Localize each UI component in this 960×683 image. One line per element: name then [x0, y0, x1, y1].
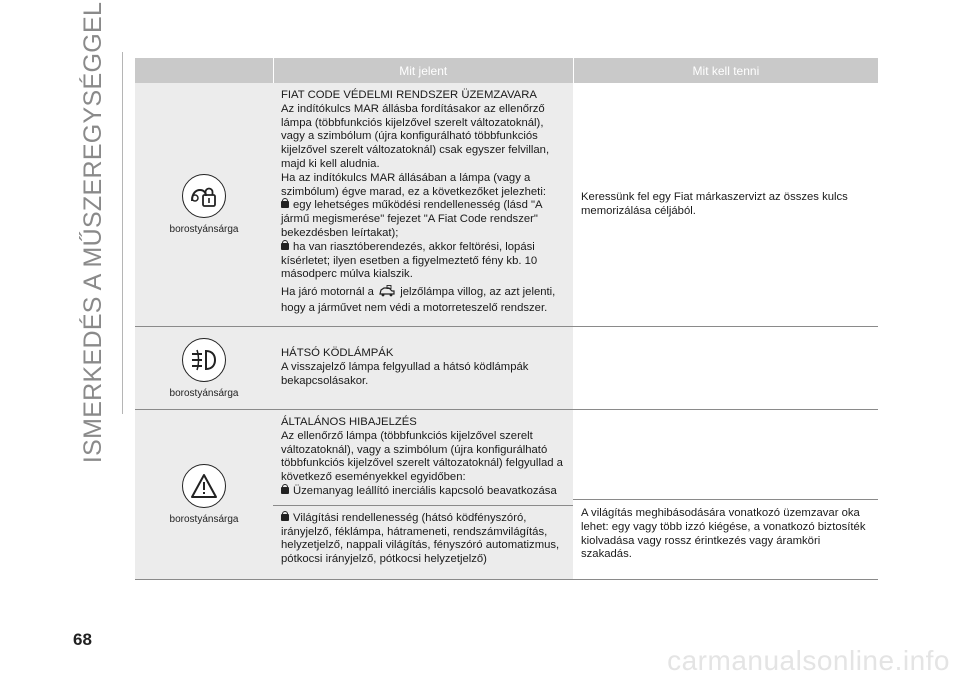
row-title: FIAT CODE VÉDELMI RENDSZER ÜZEMZAVARA — [281, 89, 537, 101]
bullet-text: Üzemanyag leállító inerciális kapcsoló beavatkozása — [293, 484, 557, 497]
watermark: carmanualsonline.info — [667, 645, 950, 676]
meaning-text: jelzőlámpa villog, az azt jelenti, hogy a járművet nem védi a motorreteszelő rendszer. — [281, 286, 556, 314]
bullet-text: Világítási rendellenesség (hátsó ködfényszóró, irányjelző, féklámpa, hátrameneti, rendszámvilágítás, helyzetjelző, nappali világítás, fényszóró automatizmus, pótkocsi irányjelző, pótkocsi helyzetjelző) — [281, 511, 560, 566]
meaning-paragraph: Ha az indítókulcs MAR állásában a lámpa (vagy a szimbólum) égve marad, ez a következőket jelezheti: — [281, 171, 546, 198]
row-title: ÁLTALÁNOS HIBAJELZÉS — [281, 416, 417, 428]
bullet-text: egy lehetséges működési rendellenesség (lásd "A jármű megismerése" fejezet "A Fiat Code rendszer" bekezdésben leírtakat); — [281, 199, 542, 239]
bullet-item — [281, 241, 568, 282]
side-divider — [122, 52, 123, 414]
table-header — [135, 58, 878, 83]
row-divider — [135, 579, 878, 580]
table-row-general-fault — [135, 410, 878, 579]
warning-lights-table — [135, 58, 878, 580]
meaning-cell — [273, 327, 573, 409]
action-text: A világítás meghibásodására vonatkozó üzemzavar oka lehet: egy vagy több izzó kiégése, a vonatkozó biztosíték kiolvadása vagy rossz érintkezés vagy áramköri szakadás. — [581, 507, 866, 561]
bullet-icon — [281, 487, 289, 494]
immobilizer-lock-icon — [182, 174, 226, 218]
meaning-paragraph: A visszajelző lámpa felgyullad a hátsó ködlámpák bekapcsolásakor. — [281, 361, 529, 387]
table-row-rear-fog — [135, 327, 878, 409]
header-meaning: Mit jelent — [399, 63, 448, 78]
table-row-fiat-code — [135, 83, 878, 326]
icon-cell — [135, 83, 273, 326]
action-cell — [573, 410, 878, 579]
bullet-icon — [281, 514, 289, 521]
meaning-paragraph: Az indítókulcs MAR állásba fordításakor az ellenőrző lámpa (többfunkciós kijelzővel szerelt változatoknál), vagy a szimbólum (újra konfigurálható többfunkciós kijelzővel szerelt változatoknál) csak egyszer felvillan, majd ki kell aludnia. — [281, 102, 550, 170]
bullet-item — [281, 485, 568, 499]
bullet-item — [281, 199, 568, 240]
bullet-icon — [281, 201, 289, 208]
color-label: borostyánsárga — [169, 387, 239, 399]
side-chapter-title — [69, 1, 119, 464]
meaning-text: Ha járó motornál a — [281, 286, 374, 299]
rear-fog-light-icon — [182, 338, 226, 382]
color-label: borostyánsárga — [169, 514, 239, 525]
meaning-cell — [273, 83, 573, 326]
header-action: Mit kell tenni — [692, 63, 760, 78]
bullet-item — [281, 512, 568, 567]
meaning-paragraph: Az ellenőrző lámpa (többfunkciós kijelzővel szerelt változatoknál), vagy a szimbólum (újra konfigurálható többfunkciós kijelzővel szerelt változatoknál) felgyullad a következő eseményekkel egyidőben: — [281, 429, 563, 484]
action-cell — [573, 327, 878, 409]
side-chapter-title-text: ISMERKEDÉS A MŰSZEREGYSÉGGEL — [79, 1, 108, 464]
action-text: Keressünk fel egy Fiat márkaszervizt az összes kulcs memorizálása céljából. — [581, 190, 848, 217]
page-number: 68 — [73, 630, 92, 649]
icon-cell — [135, 410, 273, 579]
general-fault-triangle-icon — [182, 464, 226, 508]
color-label: borostyánsárga — [169, 224, 239, 235]
car-lock-icon — [379, 285, 395, 302]
meaning-cell — [273, 410, 573, 579]
row-title: HÁTSÓ KÖDLÁMPÁK — [281, 347, 394, 360]
bullet-icon — [281, 243, 289, 250]
icon-cell — [135, 327, 273, 409]
bullet-text: ha van riasztóberendezés, akkor feltörési, lopási kísérletet; ilyen esetben a figyelmeztető fény kb. 10 másodperc múlva kialszik. — [281, 240, 538, 281]
action-cell — [573, 83, 878, 326]
meaning-paragraph — [281, 285, 568, 316]
action-sub-empty — [573, 410, 878, 500]
sub-row-divider — [273, 505, 573, 506]
